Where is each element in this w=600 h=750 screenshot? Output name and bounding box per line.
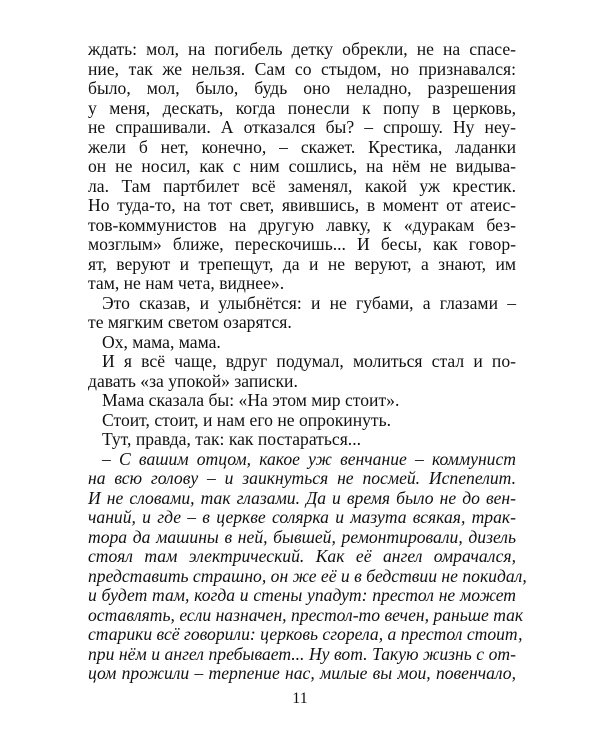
text-line: Стоит, стоит, и нам его не опрокинуть. (102, 409, 392, 430)
text-line: Мама сказала бы: «На этом мир стоит». (102, 390, 400, 410)
text-line: ят, веруют и трепещут, да и не веруют, а знают, им (88, 253, 516, 274)
text-line: тора да машины в ней, бывшей, ремонтировали, дизель (88, 526, 516, 547)
text-line: Но туда-то, на тот свет, явившись, в момент от атеис- (88, 195, 516, 215)
text-line: ла. Там партбилет всё заменял, какой уж крестик. (88, 175, 516, 196)
text-line: у меня, дескать, когда понесли к попу в церковь, (88, 97, 516, 118)
text-line: старики всё говорили: церковь сгорела, а престол стоит, (88, 624, 523, 644)
page-text (88, 39, 527, 684)
text-line: Ох, мама, мама. (102, 331, 221, 352)
text-line: цом прожили – терпение нас, милые вы мои, повенчало, (88, 663, 516, 683)
text-line: давать «за упокой» записки. (88, 370, 298, 391)
text-line: ждать: мол, на погибель детку обрекли, не на спасе- (88, 39, 516, 59)
text-line: и будет там, когда и стены упадут: престол не может (88, 585, 516, 605)
page-number: 11 (292, 690, 308, 707)
text-line: было, мол, было, будь оно неладно, разрешения (88, 78, 516, 98)
text-line: чаний, и где – в церкве солярка и мазута всякая, трак- (88, 507, 516, 527)
text-line: Тут, правда, так: как постараться... (102, 429, 361, 449)
text-line: – С вашим отцом, какое уж венчание – коммунист (102, 448, 516, 469)
text-line: мозглым» ближе, перескочишь... И бесы, как говор- (88, 234, 516, 254)
text-line: Это сказав, и улыбнётся: и не губами, а глазами – (102, 292, 516, 313)
text-line: оставлять, если назначен, престол-то вечен, раньше так (88, 604, 524, 625)
text-line: стоял там электрический. Как её ангел омрачался, (88, 546, 516, 566)
text-line: И не словами, так глазами. Да и время было не до вен- (88, 487, 516, 508)
text-line: И я всё чаще, вдруг подумал, молиться стал и по- (102, 351, 516, 371)
text-line: жели б нет, конечно, – скажет. Крестика, ладанки (88, 136, 516, 157)
text-line: на всю голову – и заикнуться не посмей. Испепелит. (88, 468, 516, 488)
text-line: те мягким светом озарятся. (88, 312, 292, 332)
text-line: при нём и ангел пребывает... Ну вот. Такую жизнь с от- (88, 643, 516, 664)
text-line: тов-коммунистов на другую лавку, к «дуракам без- (88, 214, 516, 235)
text-line: ние, так же нельзя. Сам со стыдом, но признавался: (88, 58, 516, 79)
text-line: он не носил, как с ним сошлись, на нём не видыва- (88, 156, 516, 176)
text-line: представить страшно, он же её и в бедствии не покидал, (88, 565, 527, 586)
text-line: там, не нам чета, виднее». (88, 273, 285, 293)
text-line: не спрашивали. А отказался бы? – спрошу. Ну неу- (88, 117, 516, 137)
